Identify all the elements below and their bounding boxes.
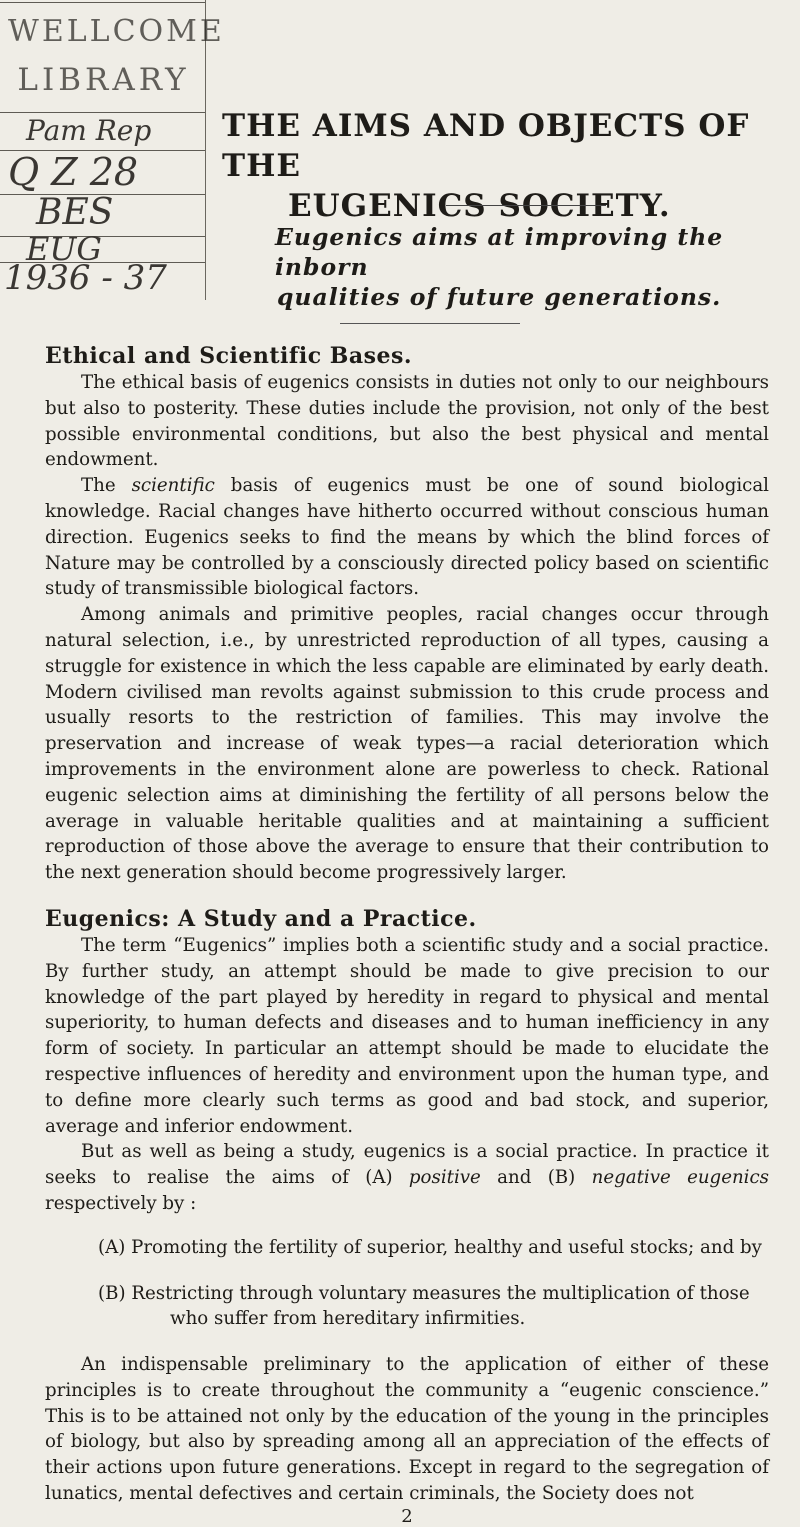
handwritten-eug: EUG: [26, 230, 102, 268]
main-text: [45, 333, 769, 1527]
stamp-line-library: LIBRARY: [17, 62, 190, 98]
paragraph: The ethical basis of eugenics consists in duties not only to our neighbours but also to posterity. These duties include the provision, not only of the best possible environmental conditions, but also the best physical and mental endowment.: [45, 372, 769, 471]
handwritten-classmark: Q Z 28: [8, 150, 139, 194]
stamp-line-wellcome: WELLCOME: [8, 14, 225, 49]
section-heading-practice: Eugenics: A Study and a Practice.: [45, 905, 477, 932]
paragraph: The scientific basis of eugenics must be one of sound biological knowledge. Racial changes have hitherto occurred without conscious human direction. Eugenics seeks to find the means by which the blind forces of Nature may be controlled by a consciously directed policy based on scientific study of transmissible biological factors.: [45, 475, 769, 600]
paragraph: The term “Eugenics” implies both a scientific study and a social practice. By further study, an attempt should be made to give precision to our knowledge of the part played by heredity in regard to physical and mental superiority, to human defects and diseases and to human inefficiency in any form of society. In particular an attempt should be made to elucidate the respective influences of heredity and environment upon the human type, and to define more clearly such terms as good and bad stock, and superior, average and inferior endowment.: [45, 934, 769, 1137]
list-item: (A) Promoting the fertility of superior, healthy and useful stocks; and by: [98, 1236, 762, 1258]
emphasis: positive: [408, 1167, 481, 1189]
list-item: (B) Restricting through voluntary measures the multiplication of those who suffer from hereditary infirmities.: [98, 1282, 750, 1330]
handwritten-bes: BES: [36, 192, 114, 233]
emphasis: scientific: [131, 475, 215, 497]
subtitle-divider: [340, 323, 520, 324]
page-number: 2: [401, 1505, 413, 1527]
stamp-rule: [0, 112, 205, 113]
subtitle-line-1: Eugenics aims at improving the inborn: [275, 223, 724, 281]
paragraph: An indispensable preliminary to the application of either of these principles is to create throughout the community a “eugenic conscience.” This is to be attained not only by the education of the young in the principles of biology, but also by spreading among all an appreciation of the effects of their actions upon future generations. Except in regard to the segregation of lunatics, mental defectives and certain criminals, the Society does not: [45, 1354, 769, 1505]
title-line-1: THE AIMS AND OBJECTS OF THE: [222, 108, 750, 184]
stamp-rule: [0, 2, 205, 3]
page-title: [222, 106, 782, 226]
library-stamp: [0, 0, 225, 300]
title-line-2: EUGENICS SOCIETY.: [288, 188, 671, 224]
handwritten-years: 1936 - 37: [4, 258, 167, 298]
section-heading-ethical: Ethical and Scientific Bases.: [45, 343, 413, 369]
paragraph: But as well as being a study, eugenics is a social practice. In practice it seeks to realise the aims of (A) positive and (B) negative eugenics respectively by :: [45, 1141, 770, 1214]
subtitle: [275, 222, 785, 312]
measures-list: [45, 1235, 769, 1332]
handwritten-pam-rep: Pam Rep: [26, 114, 152, 147]
subtitle-line-2: qualities of future generations.: [277, 283, 722, 311]
title-divider: [446, 205, 606, 206]
emphasis: negative eugenics: [591, 1167, 770, 1189]
paragraph: Among animals and primitive peoples, racial changes occur through natural selection, i.e., by unrestricted reproduction of all types, causing a struggle for existence in which the less capable are eliminated by early death. Modern civilised man revolts against submission to this crude process and usually resorts to the restriction of families. This may involve the preservation and increase of weak types—a racial deterioration which improvements in the environment alone are powerless to check. Rational eugenic selection aims at diminishing the fertility of all persons below the average in valuable heritable qualities and at maintaining a sufficient reproduction of those above the average to ensure that their contribution to the next generation should become progressively larger.: [45, 604, 769, 884]
